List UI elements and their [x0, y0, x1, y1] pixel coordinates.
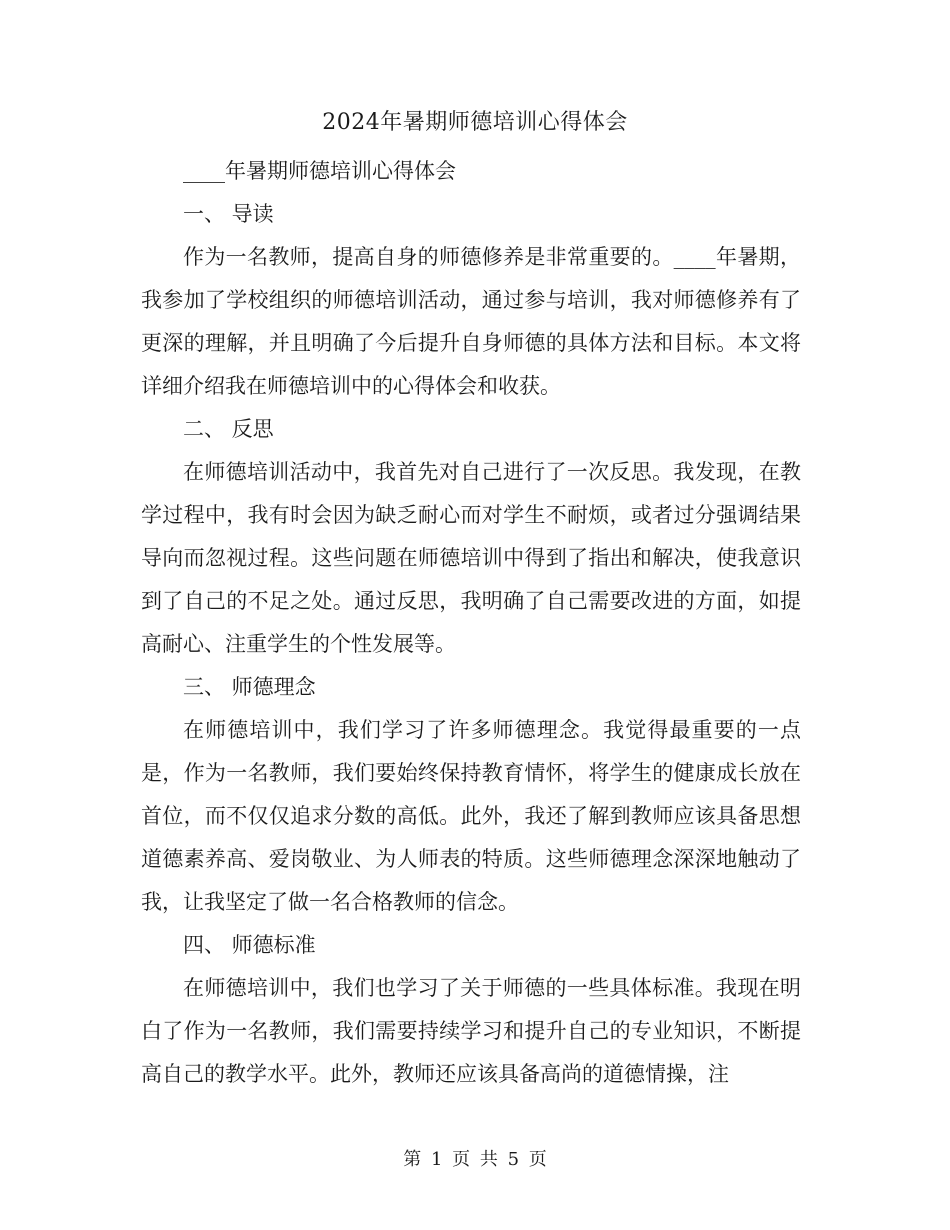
- paragraph-intro: 作为一名教师，提高自身的师德修养是非常重要的。____年暑期，我参加了学校组织的师德培训活动，通过参与培训，我对师德修养有了更深的理解，并且明确了今后提升自身师德的具体方法和目标。本文将详细介绍我在师德培训中的心得体会和收获。: [141, 245, 801, 398]
- paragraph-ethics-standards: 在师德培训中，我们也学习了关于师德的一些具体标准。我现在明白了作为一名教师，我们需要持续学习和提升自己的专业知识，不断提高自己的教学水平。此外，教师还应该具备高尚的道德情操，注: [141, 976, 801, 1086]
- document-body: [141, 150, 801, 1096]
- paragraph-ethics-concepts: 在师德培训中，我们学习了许多师德理念。我觉得最重要的一点是，作为一名教师，我们要始终保持教育情怀，将学生的健康成长放在首位，而不仅仅追求分数的高低。此外，我还了解到教师应该具备思想道德素养高、爱岗敬业、为人师表的特质。这些师德理念深深地触动了我，让我坚定了做一名合格教师的信念。: [141, 718, 801, 914]
- section-heading-reflection: 二、 反思: [183, 417, 274, 441]
- subtitle: ____年暑期师德培训心得体会: [183, 159, 456, 183]
- page-footer: 第 1 页 共 5 页: [403, 1149, 547, 1170]
- section-heading-ethics-standards: 四、 师德标准: [183, 933, 316, 957]
- document-title: 2024年暑期师德培训心得体会: [322, 110, 628, 135]
- section-heading-intro: 一、 导读: [183, 202, 274, 226]
- paragraph-reflection: 在师德培训活动中，我首先对自己进行了一次反思。我发现，在教学过程中，我有时会因为缺乏耐心而对学生不耐烦，或者过分强调结果导向而忽视过程。这些问题在师德培训中得到了指出和解决，使我意识到了自己的不足之处。通过反思，我明确了自己需要改进的方面，如提高耐心、注重学生的个性发展等。: [141, 460, 801, 656]
- section-heading-ethics-concepts: 三、 师德理念: [183, 675, 316, 699]
